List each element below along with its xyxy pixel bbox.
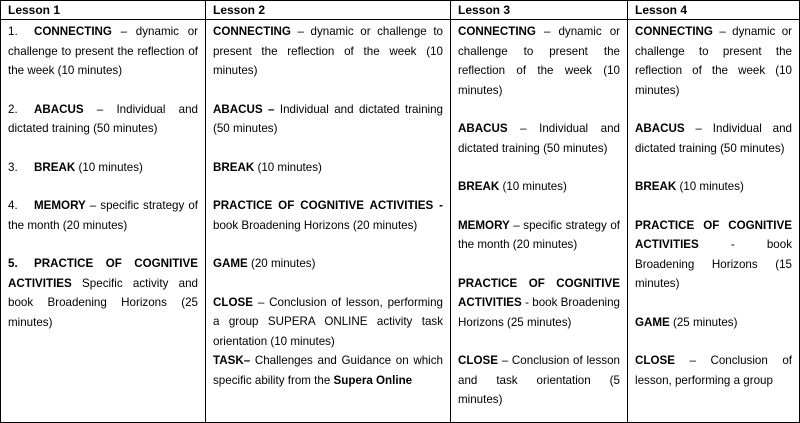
lesson-3-cell bbox=[451, 20, 628, 423]
lesson-3-item: MEMORY – specific strategy of the month (20 minutes) bbox=[458, 218, 620, 251]
lesson-1-cell bbox=[1, 20, 206, 423]
lesson-3-item: PRACTICE OF COGNITIVE ACTIVITIES - book Broadening Horizons (25 minutes) bbox=[458, 276, 620, 329]
lesson-3-item: CONNECTING – dynamic or challenge to present the reflection of the week (10 minutes) bbox=[458, 25, 620, 97]
lesson-2-cell bbox=[206, 20, 451, 423]
lesson-2-item: PRACTICE OF COGNITIVE ACTIVITIES - book Broadening Horizons (20 minutes) bbox=[213, 199, 443, 232]
lesson-3-item: CLOSE – Conclusion of lesson and task orientation (5 minutes) bbox=[458, 354, 620, 406]
lesson-2-item: BREAK (10 minutes) bbox=[213, 160, 322, 174]
header-lesson-4: Lesson 4 bbox=[628, 1, 800, 20]
lesson-3-item: BREAK (10 minutes) bbox=[458, 180, 567, 193]
header-lesson-1: Lesson 1 bbox=[1, 1, 206, 20]
lesson-1-item: 2. ABACUS – Individual and dictated training (50 minutes) bbox=[8, 102, 198, 135]
header-lesson-2: Lesson 2 bbox=[206, 1, 451, 20]
lesson-1-item: 1. CONNECTING – dynamic or challenge to present the reflection of the week (10 minutes) bbox=[8, 25, 198, 77]
lesson-4-item: GAME (25 minutes) bbox=[635, 315, 738, 329]
lesson-2-item: CONNECTING – dynamic or challenge to present the reflection of the week (10 minutes) bbox=[213, 25, 443, 77]
lesson-1-item: 5. PRACTICE OF COGNITIVE ACTIVITIES Specific activity and book Broadening Horizons (25 minutes) bbox=[8, 257, 198, 329]
lesson-2-item: TASK– Challenges and Guidance on which specific ability from the Supera Online bbox=[213, 354, 443, 387]
lesson-2-item: ABACUS – Individual and dictated training (50 minutes) bbox=[213, 102, 443, 135]
lesson-4-cell bbox=[628, 20, 800, 423]
header-lesson-3: Lesson 3 bbox=[451, 1, 628, 20]
lesson-4-item: CLOSE – Conclusion of lesson, performing a group bbox=[635, 354, 792, 387]
lesson-2-item: GAME (20 minutes) bbox=[213, 257, 316, 270]
lesson-3-item: ABACUS – Individual and dictated training (50 minutes) bbox=[458, 122, 620, 155]
lesson-4-item: CONNECTING – dynamic or challenge to present the reflection of the week (10 minutes) bbox=[635, 25, 792, 97]
lesson-1-item: 3. BREAK (10 minutes) bbox=[8, 160, 143, 174]
lesson-1-item: 4. MEMORY – specific strategy of the month (20 minutes) bbox=[8, 199, 198, 232]
header-row bbox=[1, 1, 800, 20]
content-row bbox=[1, 20, 800, 423]
lesson-4-item: BREAK (10 minutes) bbox=[635, 180, 744, 193]
lesson-4-item: PRACTICE OF COGNITIVE ACTIVITIES - book Broadening Horizons (15 minutes) bbox=[635, 218, 792, 290]
lesson-2-item: CLOSE – Conclusion of lesson, performing a group SUPERA ONLINE activity task orientation (10 minutes) bbox=[213, 295, 443, 348]
lesson-4-item: ABACUS – Individual and dictated training (50 minutes) bbox=[635, 122, 792, 155]
